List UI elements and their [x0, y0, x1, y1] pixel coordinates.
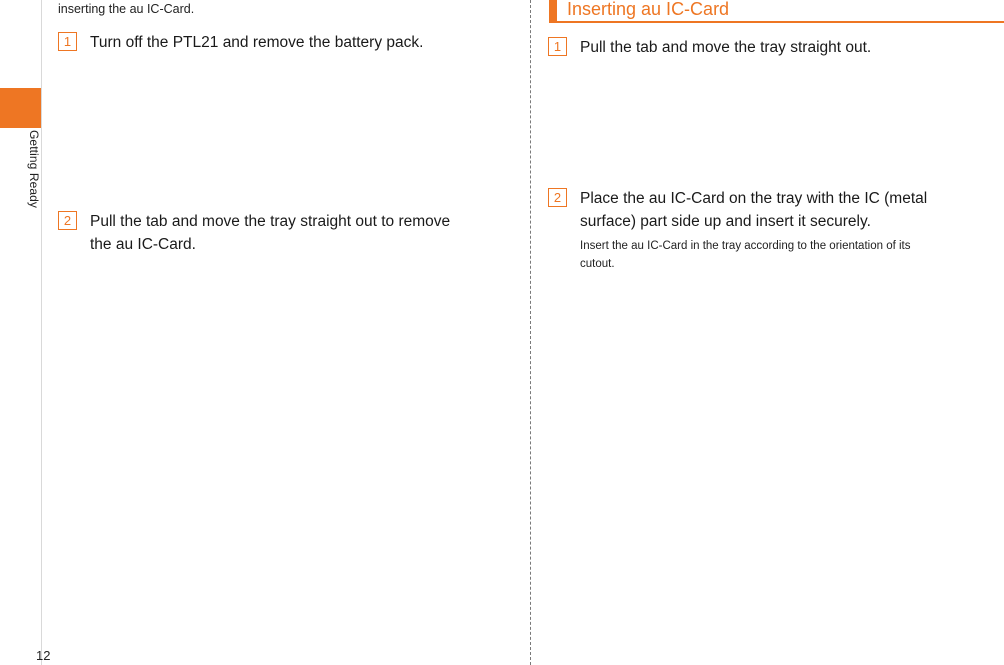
step-body	[90, 210, 473, 256]
step-note: Insert the au IC-Card in the tray according to the orientation of its cutout.	[580, 240, 911, 270]
step-body	[580, 36, 871, 59]
step-body	[580, 187, 938, 273]
right-step-1	[548, 36, 988, 59]
step-body	[90, 31, 423, 54]
step-text: Turn off the PTL21 and remove the battery pack.	[90, 34, 424, 51]
step-text: Pull the tab and move the tray straight out to remove the au IC-Card.	[90, 213, 451, 253]
left-step-1	[58, 31, 498, 54]
step-number-badge: 2	[548, 188, 567, 207]
step-number-badge: 1	[548, 37, 567, 56]
step-text: Pull the tab and move the tray straight out.	[580, 39, 872, 56]
right-step-2	[548, 187, 938, 273]
section-header	[549, 0, 1004, 23]
column-divider	[530, 0, 531, 665]
page-number: 12	[36, 648, 51, 663]
step-number-badge: 1	[58, 32, 77, 51]
left-step-2	[58, 210, 473, 256]
continuation-text: inserting the au IC-Card.	[58, 2, 195, 16]
step-number-badge: 2	[58, 211, 77, 230]
side-rule	[41, 0, 42, 665]
chapter-tab-marker	[0, 88, 41, 128]
step-text: Place the au IC-Card on the tray with the IC (metal surface) part side up and insert it securely.	[580, 190, 928, 230]
section-title: Inserting au IC-Card	[567, 0, 730, 19]
chapter-label: Getting Ready	[27, 130, 41, 209]
